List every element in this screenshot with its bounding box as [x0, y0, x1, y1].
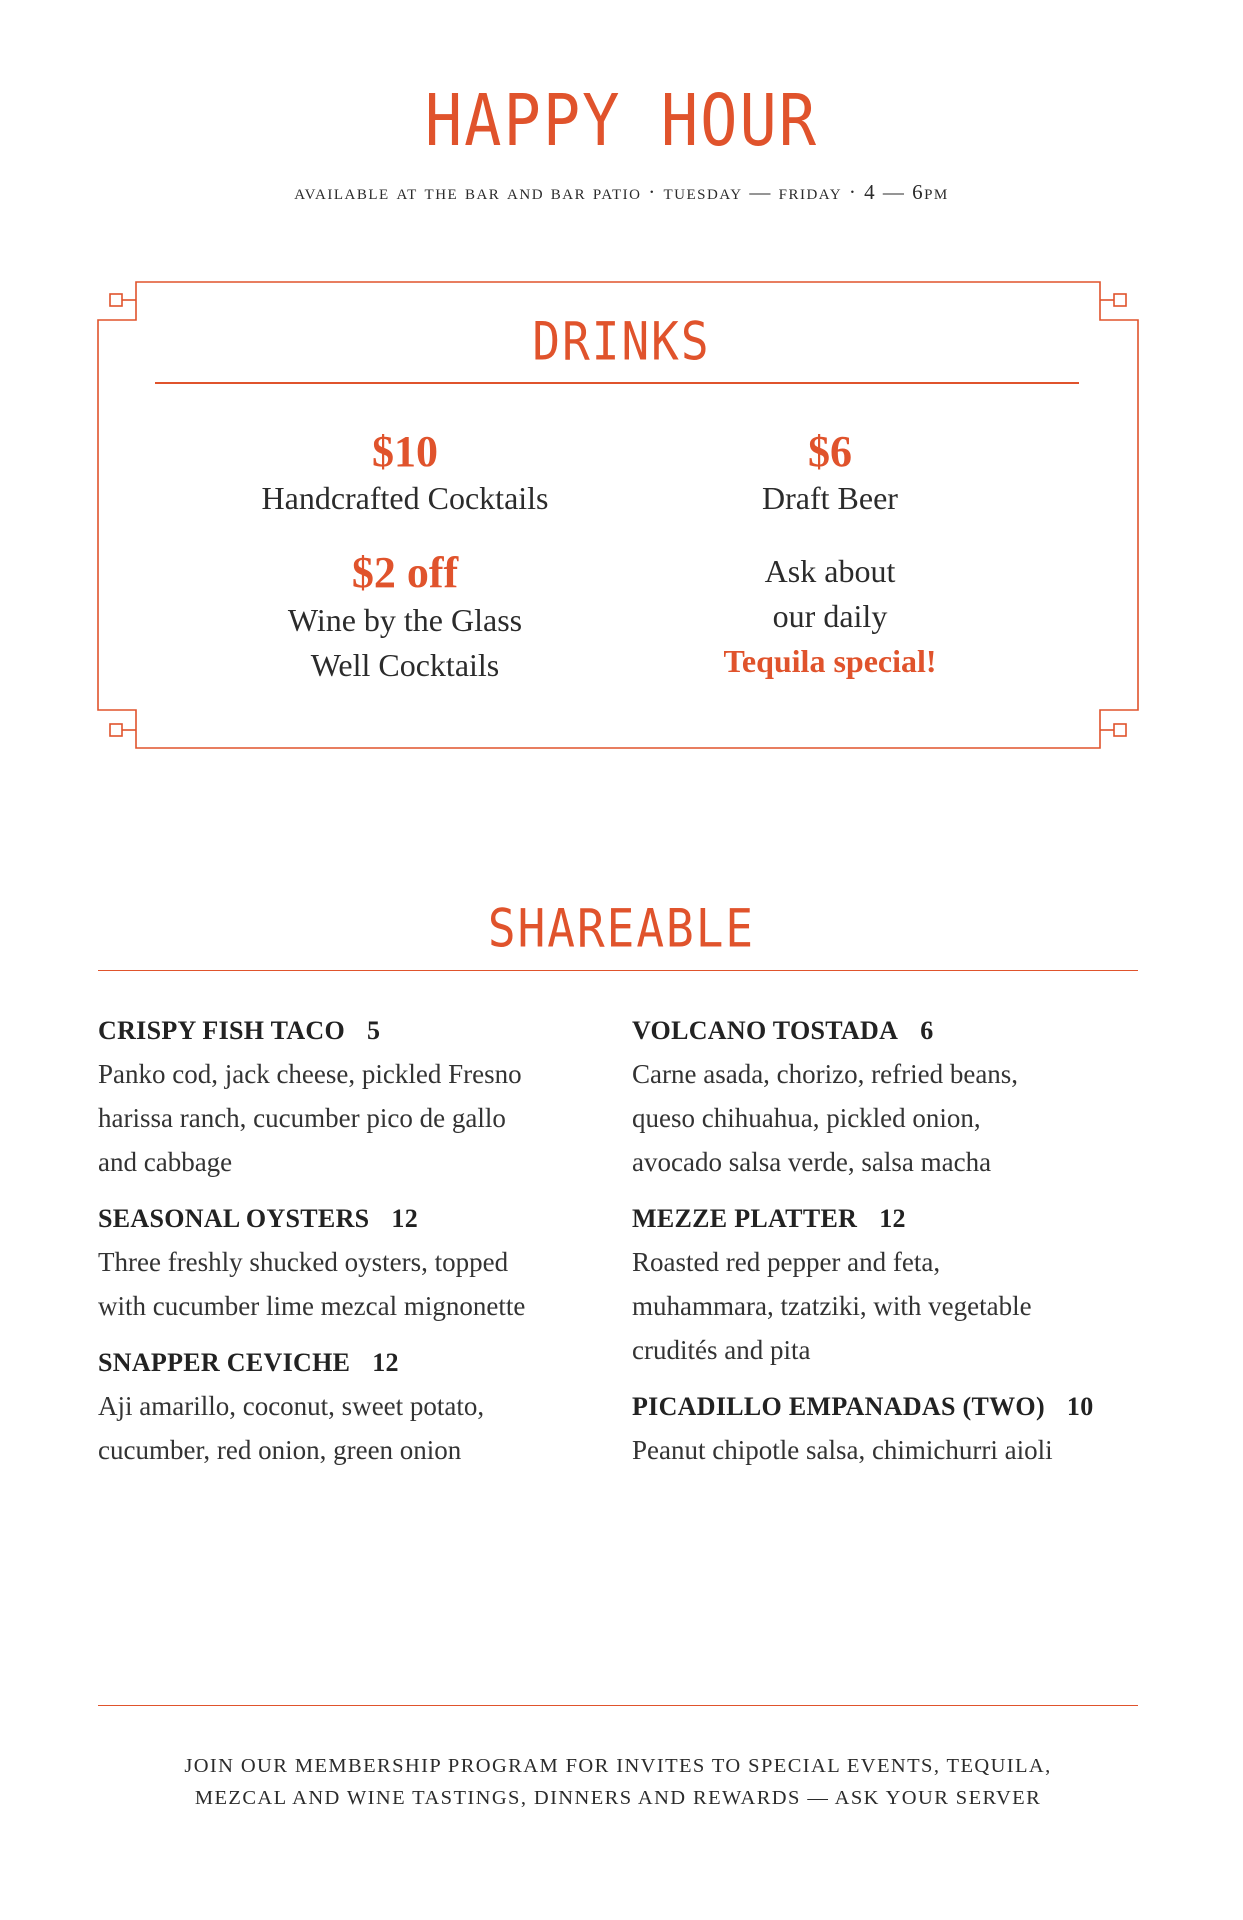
membership-note-line: MEZCAL AND WINE TASTINGS, DINNERS AND REWARDS — ASK YOUR SERVER: [194, 1787, 1042, 1809]
drink-price: $6: [808, 427, 852, 476]
item-description: and cabbage: [98, 1147, 233, 1177]
menu-item: [632, 1198, 1172, 1372]
tequila-special: Tequila special!: [723, 643, 937, 680]
drinks-right-column: [630, 428, 1030, 684]
menu-item: [98, 1198, 608, 1328]
page-title: HAPPY HOUR: [424, 78, 819, 163]
shareable-left-column: [98, 1010, 608, 1486]
item-price: 6: [920, 1016, 934, 1045]
item-price: 12: [879, 1204, 906, 1233]
item-description: harissa ranch, cucumber pico de gallo: [98, 1103, 506, 1133]
menu-item: [632, 1010, 1172, 1184]
item-description: Peanut chipotle salsa, chimichurri aioli: [632, 1435, 1053, 1465]
item-name: VOLCANO TOSTADA: [632, 1016, 899, 1045]
item-description: Aji amarillo, coconut, sweet potato,: [98, 1391, 485, 1421]
item-description: Carne asada, chorizo, refried beans,: [632, 1059, 1019, 1089]
item-description: Roasted red pepper and feta,: [632, 1247, 941, 1277]
menu-item: [98, 1342, 608, 1472]
shareable-right-column: [632, 1010, 1172, 1486]
item-price: 10: [1066, 1392, 1094, 1421]
menu-item: [632, 1386, 1172, 1472]
item-name: PICADILLO EMPANADAS (TWO): [632, 1392, 1045, 1421]
item-price: 5: [367, 1016, 381, 1045]
drink-item: Draft Beer: [762, 480, 898, 517]
menu-item: [98, 1010, 608, 1184]
item-description: muhammara, tzatziki, with vegetable: [632, 1291, 1032, 1321]
membership-note: [98, 1750, 1138, 1814]
drinks-divider: [155, 382, 1079, 384]
item-description: cucumber, red onion, green onion: [98, 1435, 462, 1465]
item-description: with cucumber lime mezcal mignonette: [98, 1291, 526, 1321]
item-name: SEASONAL OYSTERS: [98, 1204, 370, 1233]
drink-item: Wine by the Glass: [287, 601, 523, 638]
footer-divider: [98, 1705, 1138, 1706]
drink-price: $2 off: [351, 548, 459, 598]
special-note-line: our daily: [772, 598, 888, 635]
shareable-divider: [98, 970, 1138, 971]
item-description: crudités and pita: [632, 1335, 811, 1365]
membership-note-line: JOIN OUR MEMBERSHIP PROGRAM FOR INVITES TO SPECIAL EVENTS, TEQUILA,: [184, 1755, 1052, 1777]
item-description: Three freshly shucked oysters, topped: [98, 1247, 509, 1277]
item-name: SNAPPER CEVICHE: [98, 1348, 351, 1377]
item-description: queso chihuahua, pickled onion,: [632, 1103, 981, 1133]
item-price: 12: [391, 1204, 419, 1233]
item-name: CRISPY FISH TACO: [98, 1016, 346, 1045]
item-description: Panko cod, jack cheese, pickled Fresno: [98, 1059, 522, 1089]
daily-special-note: [630, 549, 1030, 684]
drinks-left-column: [205, 428, 605, 688]
shareable-heading: SHAREABLE: [487, 896, 756, 960]
item-name: MEZZE PLATTER: [632, 1204, 858, 1233]
drink-price: $10: [372, 427, 438, 476]
special-note-line: Ask about: [764, 553, 896, 590]
drink-item: Handcrafted Cocktails: [261, 480, 549, 517]
drink-item: Well Cocktails: [310, 646, 500, 683]
drink-offer: [205, 549, 605, 687]
availability-subtitle: available at the bar and bar patio · tuesday — friday · 4 — 6pm: [294, 180, 949, 204]
item-price: 12: [372, 1348, 399, 1377]
drink-offer: [205, 428, 605, 521]
drinks-heading: DRINKS: [532, 309, 711, 373]
item-description: avocado salsa verde, salsa macha: [632, 1147, 992, 1177]
drink-offer: [630, 428, 1030, 521]
